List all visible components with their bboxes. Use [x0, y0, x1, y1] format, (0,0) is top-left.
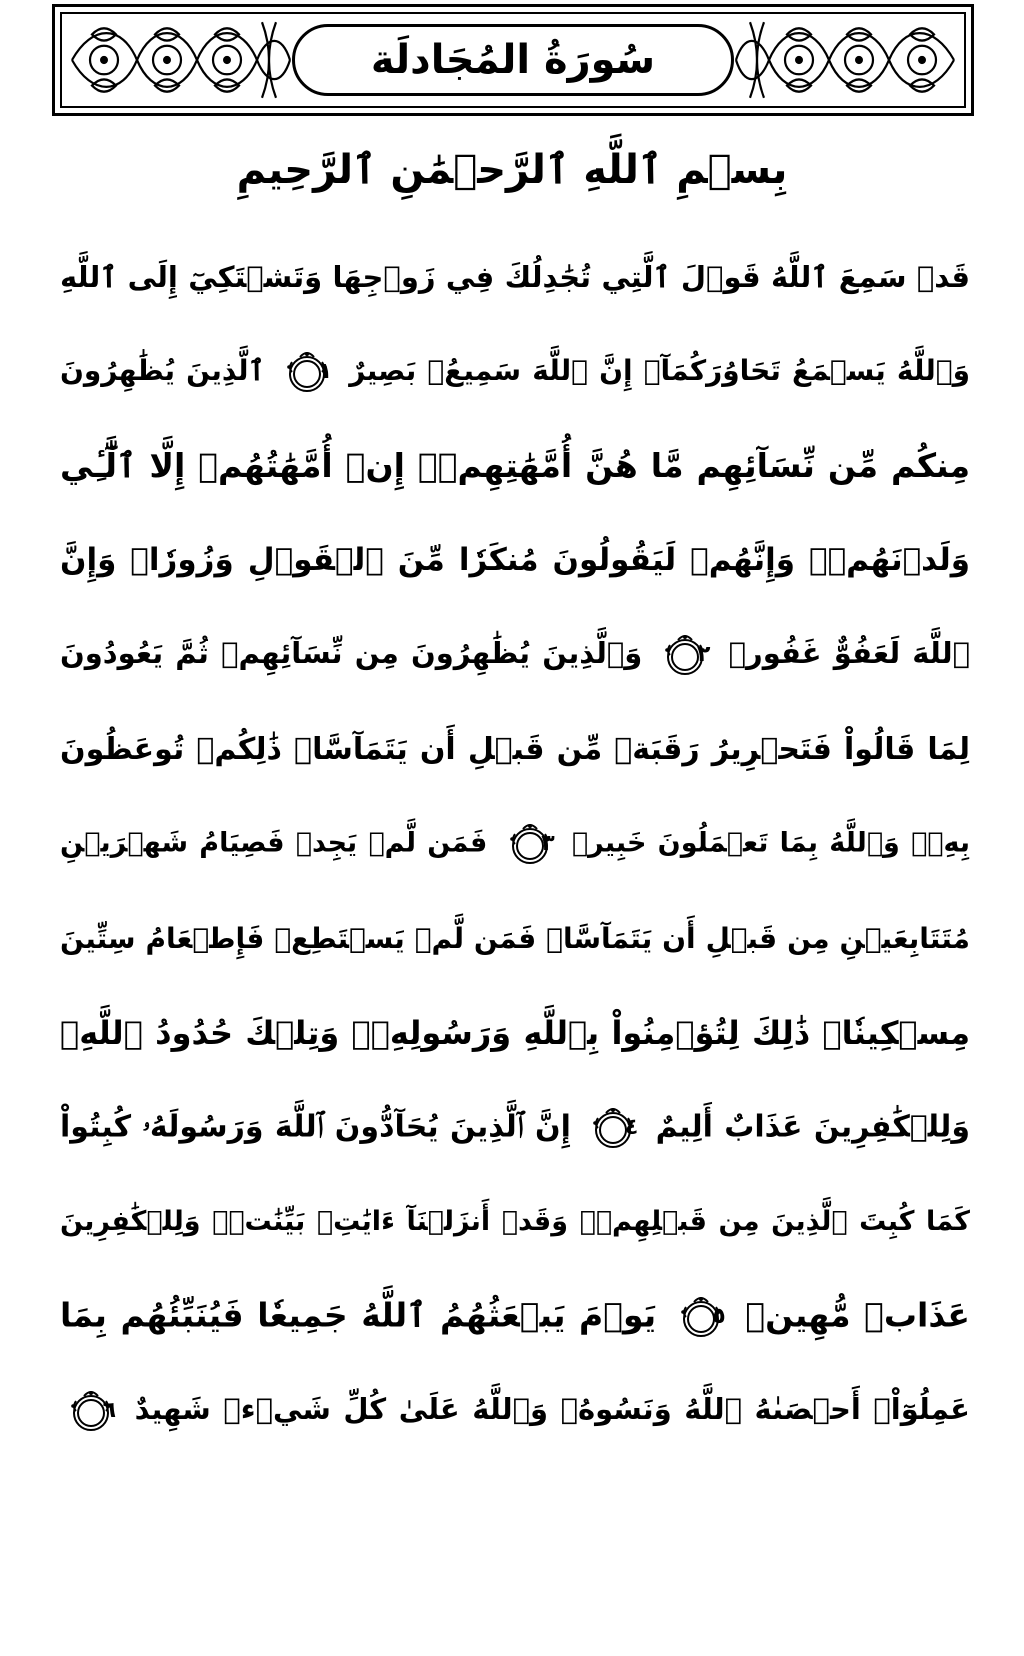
verse-line-text [60, 1014, 970, 1052]
ayah-number: ٤ [624, 1114, 639, 1140]
verse-text-segment: لِمَا قَالُواْ فَتَحۡرِيرُ رَقَبَةٖ مِّن قَبۡلِ أَن يَتَمَآسَّاۚ ذَٰلِكُمۡ تُوعَظُونَ [60, 731, 970, 767]
verse-line [60, 986, 970, 1081]
arabesque-ornament-right [734, 14, 964, 106]
verse-line [60, 1270, 970, 1365]
surah-title: سُورَةُ المُجَادلَة [370, 37, 656, 83]
verse-line-text [60, 542, 970, 579]
verse-text-segment: كَمَا كُبِتَ ٱلَّذِينَ مِن قَبۡلِهِمۡۚ وَقَدۡ أَنزَلۡنَآ ءَايَٰتِۭ بَيِّنَٰتٖۚ وَلِلۡكَٰفِرِينَ [60, 1206, 970, 1238]
verse-text-segment: يَوۡمَ يَبۡعَثُهُمُ ٱللَّهُ جَمِيعٗا فَيُنَبِّئُهُم بِمَا [60, 1295, 657, 1335]
verse-line [60, 230, 970, 325]
verse-line [60, 1175, 970, 1270]
verse-line [60, 1081, 970, 1176]
surah-header-frame [52, 4, 974, 116]
surah-title-cartouche [292, 24, 734, 96]
verse-line-text [60, 922, 970, 956]
verse-line-text [60, 1387, 970, 1435]
verse-text-segment: وَلَدۡنَهُمۡۚ وَإِنَّهُمۡ لَيَقُولُونَ مُنكَرٗا مِّنَ ٱلۡقَوۡلِ وَزُورٗاۚ وَإِنَّ [60, 542, 970, 579]
basmala: بِسۡمِ ٱللَّهِ ٱلرَّحۡمَٰنِ ٱلرَّحِيمِ [236, 147, 788, 193]
verse-line-text [60, 446, 970, 486]
ayah-number: ٦ [102, 1398, 116, 1424]
verse-line-text [60, 1206, 970, 1238]
verse-text-block [60, 230, 970, 1459]
verse-text-segment: ٱلَّذِينَ يُظَٰهِرُونَ [60, 353, 265, 387]
verse-line [60, 514, 970, 609]
verse-line [60, 419, 970, 514]
ayah-number: ٣ [541, 831, 555, 857]
verse-text-segment: فَمَن لَّمۡ يَجِدۡ فَصِيَامُ شَهۡرَيۡنِ [60, 827, 488, 859]
ayah-number-marker [660, 631, 710, 679]
verse-line-text [60, 732, 970, 768]
verse-text-segment: مِنكُم مِّن نِّسَآئِهِم مَّا هُنَّ أُمَّهَٰتِهِمۡۖ إِنۡ أُمَّهَٰتُهُمۡ إِلَّا ٱلَّٰٓـِٔي [60, 446, 970, 486]
ayah-number: ٥ [712, 1303, 726, 1329]
verse-text-segment: وَٱلَّذِينَ يُظَٰهِرُونَ مِن نِّسَآئِهِمۡ ثُمَّ يَعُودُونَ [60, 636, 643, 671]
verse-text-segment: وَٱللَّهُ يَسۡمَعُ تَحَاوُرَكُمَآۚ إِنَّ ٱللَّهَ سَمِيعُۢ بَصِيرٌ [349, 353, 970, 387]
surah-header-inner-border [60, 12, 966, 108]
verse-line [60, 325, 970, 420]
ayah-number: ٢ [697, 642, 711, 668]
ayah-number-marker [282, 348, 332, 396]
verse-text-segment: مِسۡكِينٗاۚ ذَٰلِكَ لِتُؤۡمِنُواْ بِٱللَّهِ وَرَسُولِهِۦۚ وَتِلۡكَ حُدُودُ ٱللَّهِۗ [60, 1014, 970, 1053]
ayah-number-marker [505, 820, 555, 868]
ayah-number-marker [66, 1387, 116, 1435]
verse-text-segment: مُتَتَابِعَيۡنِ مِن قَبۡلِ أَن يَتَمَآسَّاۖ فَمَن لَّمۡ يَسۡتَطِعۡ فَإِطۡعَامُ سِتِّينَ [60, 921, 970, 955]
verse-text-segment: بِهِۦۚ وَٱللَّهُ بِمَا تَعۡمَلُونَ خَبِيرٞ [571, 827, 970, 859]
verse-line-text [60, 260, 970, 295]
verse-text-segment: وَلِلۡكَٰفِرِينَ عَذَابٌ أَلِيمٌ [655, 1109, 970, 1145]
ayah-number: ١ [318, 358, 333, 384]
verse-text-segment: قَدۡ سَمِعَ ٱللَّهُ قَوۡلَ ٱلَّتِي تُجَٰدِلُكَ فِي زَوۡجِهَا وَتَشۡتَكِيٓ إِلَى ٱللَّهِ [60, 259, 970, 294]
verse-line [60, 1364, 970, 1459]
verse-text-segment: إِنَّ ٱلَّذِينَ يُحَآدُّونَ ٱللَّهَ وَرَسُولَهُۥ كُبِتُواْ [60, 1109, 571, 1145]
verse-line-text [60, 1293, 970, 1341]
ayah-number-marker [676, 1293, 726, 1341]
arabesque-ornament-left [62, 14, 292, 106]
verse-line-text [60, 348, 970, 396]
verse-line [60, 703, 970, 798]
ayah-number-marker [588, 1104, 638, 1152]
verse-text-segment: ٱللَّهَ لَعَفُوٌّ غَفُورٞ [728, 636, 970, 671]
verse-line [60, 608, 970, 703]
verse-line-text [60, 1104, 970, 1152]
verse-text-segment: عَمِلُوٓاْۚ أَحۡصَىٰهُ ٱللَّهُ وَنَسُوهُۚ وَٱللَّهُ عَلَىٰ كُلِّ شَيۡءٖ شَهِيدٌ [134, 1392, 970, 1427]
verse-line [60, 797, 970, 892]
verse-line-text [60, 631, 970, 679]
verse-line-text [60, 820, 970, 868]
verse-text-segment: عَذَابٞ مُّهِينٞ [745, 1295, 970, 1335]
verse-line [60, 892, 970, 987]
